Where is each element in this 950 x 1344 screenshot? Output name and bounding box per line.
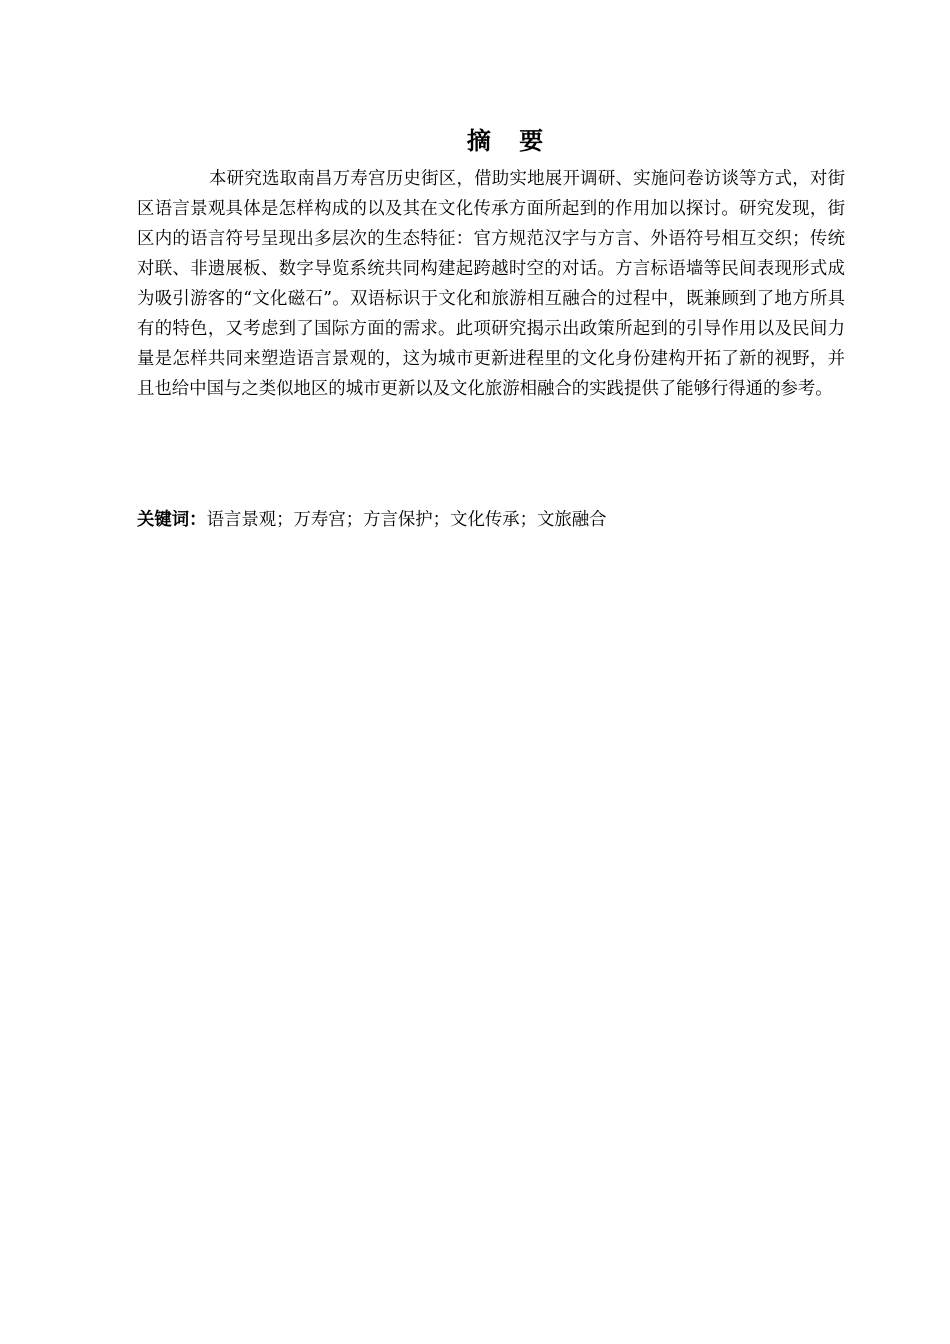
keywords-list: 语言景观；万寿宫；方言保护；文化传承；文旅融合	[206, 510, 607, 530]
abstract-title: 摘 要	[466, 127, 554, 155]
keywords-label: 关键词：	[137, 510, 207, 530]
keywords-line	[137, 505, 845, 535]
abstract-paragraph: 本研究选取南昌万寿宫历史街区，借助实地展开调研、实施问卷访谈等方式，对街区语言景观具体是怎样构成的以及其在文化传承方面所起到的作用加以探讨。研究发现，街区内的语言符号呈现出多层次的生态特征：官方规范汉字与方言、外语符号相互交织；传统对联、非遗展板、数字导览系统共同构建起跨越时空的对话。方言标语墙等民间表现形式成为吸引游客的“文化磁石”。双语标识于文化和旅游相互融合的过程中，既兼顾到了地方所具有的特色，又考虑到了国际方面的需求。此项研究揭示出政策所起到的引导作用以及民间力量是怎样共同来塑造语言景观的，这为城市更新进程里的文化身份建构开拓了新的视野，并且也给中国与之类似地区的城市更新以及文化旅游相融合的实践提供了能够行得通的参考。	[137, 169, 845, 399]
